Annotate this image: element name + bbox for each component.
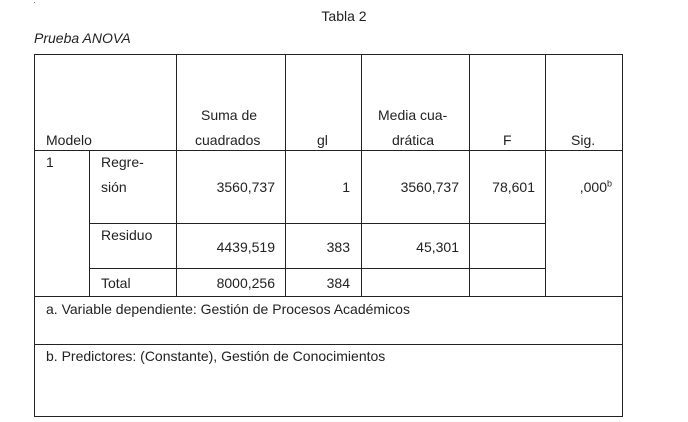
regresion-media: 3560,737 xyxy=(400,179,459,195)
header-media-line1: Media cua- xyxy=(378,107,448,123)
model-sublabel-divider xyxy=(89,150,90,297)
footnote-b: b. Predictores: (Constante), Gestión de Conocimientos xyxy=(46,348,386,364)
table-border-right xyxy=(622,54,623,417)
header-suma-line2: cuadrados xyxy=(195,132,261,148)
regresion-gl: 1 xyxy=(342,179,350,195)
regresion-label-line1: Regre- xyxy=(101,154,144,170)
residuo-suma: 4439,519 xyxy=(216,239,275,255)
header-modelo: Modelo xyxy=(46,132,92,148)
table-border-left xyxy=(34,54,35,417)
residuo-row-divider xyxy=(89,268,546,269)
header-media-line2: drática xyxy=(392,132,435,148)
regresion-sig-superscript: b xyxy=(606,178,612,189)
total-label: Total xyxy=(101,275,131,291)
regresion-suma: 3560,737 xyxy=(216,179,275,195)
residuo-media: 45,301 xyxy=(416,239,459,255)
table-subtitle: Prueba ANOVA xyxy=(34,30,131,46)
model-number: 1 xyxy=(46,154,54,170)
table-border-bottom xyxy=(34,416,623,417)
table-caption: Tabla 2 xyxy=(321,8,367,24)
regresion-row-divider xyxy=(89,223,546,224)
header-suma-line1: Suma de xyxy=(201,107,258,123)
total-suma: 8000,256 xyxy=(216,275,275,291)
residuo-gl: 383 xyxy=(326,239,350,255)
total-gl: 384 xyxy=(326,275,350,291)
footnote-a: a. Variable dependiente: Gestión de Procesos Académicos xyxy=(46,301,410,317)
regresion-label-line2: sión xyxy=(101,179,127,195)
regresion-f: 78,601 xyxy=(492,179,535,195)
stray-dot xyxy=(34,2,35,3)
residuo-label: Residuo xyxy=(101,227,153,243)
regresion-sig xyxy=(546,175,612,199)
header-sig: Sig. xyxy=(571,132,596,148)
header-gl: gl xyxy=(317,132,328,148)
table-border-top xyxy=(34,54,623,55)
header-f: F xyxy=(503,132,512,148)
regresion-sig-value: ,000 xyxy=(579,179,607,195)
